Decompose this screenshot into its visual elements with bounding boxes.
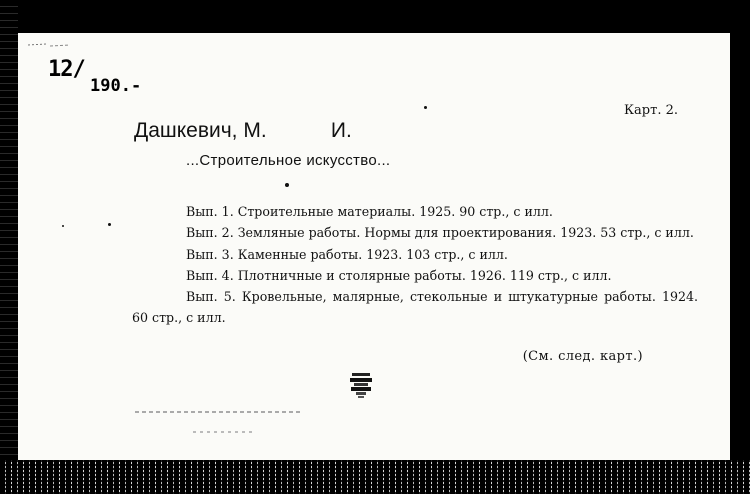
speck (285, 183, 289, 187)
card-number: Карт. 2. (624, 103, 678, 118)
handwritten-number: 12/ (48, 57, 85, 82)
speck (108, 223, 111, 226)
volume-list (132, 201, 698, 329)
volume-entry: Вып. 3. Каменные работы. 1923. 103 стр., с илл. (186, 246, 508, 262)
volume-entry: Вып. 4. Плотничные и столярные работы. 1926. 119 стр., с илл. (186, 267, 612, 283)
scan-edge-left (0, 0, 18, 494)
scan-edge-bottom (0, 460, 750, 494)
faded-stamp-mark (133, 406, 308, 440)
pencil-mark (26, 39, 74, 51)
volume-entry: Вып. 2. Земляные работы. Нормы для проектирования. 1923. 53 стр., с илл. (186, 225, 694, 241)
author-heading: Дашкевич, М. И. (134, 119, 352, 142)
volume-entry: Вып. 5. Кровельные, малярные, стекольные и штукатурные работы. 1924. 60 стр., с илл. (132, 289, 698, 326)
library-stamp-mark (348, 370, 376, 400)
volume-entry: Вып. 1. Строительные материалы. 1925. 90 стр., с илл. (186, 204, 553, 219)
speck (62, 225, 64, 227)
handwritten-date: 190.- (90, 76, 142, 96)
catalog-card (18, 33, 730, 460)
book-title: ...Строительное искусство... (186, 152, 391, 169)
speck (424, 106, 427, 109)
see-next-card: (См. след. карт.) (522, 349, 643, 364)
